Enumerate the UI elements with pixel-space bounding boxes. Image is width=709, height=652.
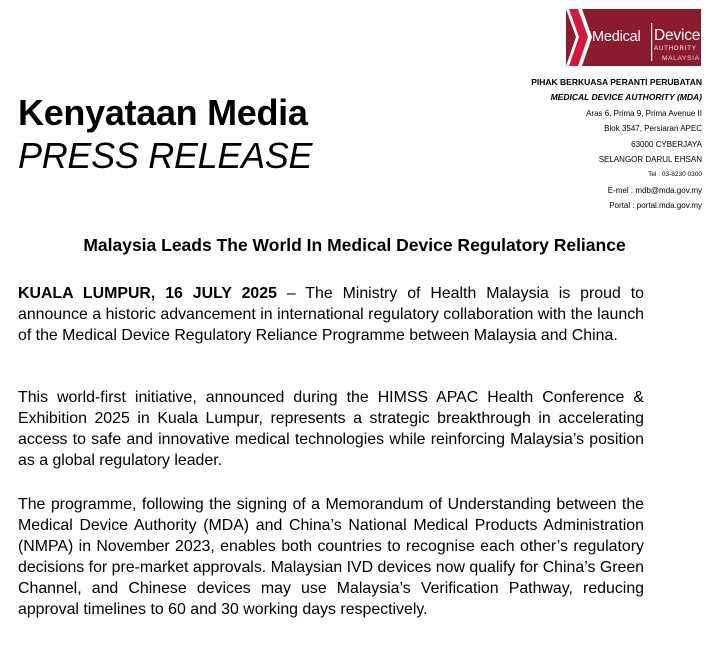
- logo-word-medical: Medical: [592, 29, 641, 45]
- address-line-floor: Aras 6, Prima 9, Prima Avenue II: [586, 108, 702, 118]
- address-email: E-mel : mdb@mda.gov.my: [607, 185, 702, 195]
- mda-logo: [566, 9, 701, 66]
- address-agency-malay: PIHAK BERKUASA PERANTI PERUBATAN: [531, 77, 702, 87]
- logo-word-device: Device: [654, 27, 701, 44]
- address-block: [531, 75, 702, 214]
- address-portal: Portal : portal.mda.gov.my: [609, 201, 702, 211]
- title-english: PRESS RELEASE: [18, 135, 313, 176]
- logo-word-authority: AUTHORITY: [654, 46, 697, 52]
- logo-divider: [651, 23, 652, 61]
- paragraph-1-text: – The Ministry of Health Malaysia is proud to announce a historic advancement in international regulatory collaboration with the launch of the Medical Device Regulatory Reliance Programme between Malaysia and China.: [18, 285, 644, 344]
- address-line-block: Blok 3547, Persiaran APEC: [604, 124, 702, 134]
- address-line-state: SELANGOR DARUL EHSAN: [598, 155, 702, 165]
- paragraph-2: This world-first initiative, announced during the HIMSS APAC Health Conference & Exhibition 2025 in Kuala Lumpur, represents a strategic breakthrough in accelerating access to safe and innovative medical technologies while reinforcing Malaysia’s position as a global regulatory leader.: [18, 389, 644, 469]
- paragraph-1: [18, 283, 644, 346]
- paragraph-3: The programme, following the signing of a Memorandum of Understanding between the Medical Device Authority (MDA) and China’s National Medical Products Administration (NMPA) in November 2023, enables both countries to recognise each other’s regulatory decisions for pre-market approvals. Malaysian IVD devices now qualify for China’s Green Channel, and Chinese devices may use Malaysia’s Verification Pathway, reducing approval timelines to 60 and 30 working days respectively.: [18, 496, 644, 618]
- headline: Malaysia Leads The World In Medical Device Regulatory Reliance: [83, 235, 626, 255]
- address-telephone: Tel : 03-8230 0300: [648, 171, 702, 179]
- logo-word-malaysia: MALAYSIA: [662, 55, 700, 62]
- dateline: KUALA LUMPUR, 16 JULY 2025: [18, 285, 277, 302]
- address-agency-english: MEDICAL DEVICE AUTHORITY (MDA): [550, 92, 702, 103]
- address-line-postcode: 63000 CYBERJAYA: [631, 139, 702, 149]
- title-malay: Kenyataan Media: [18, 92, 308, 133]
